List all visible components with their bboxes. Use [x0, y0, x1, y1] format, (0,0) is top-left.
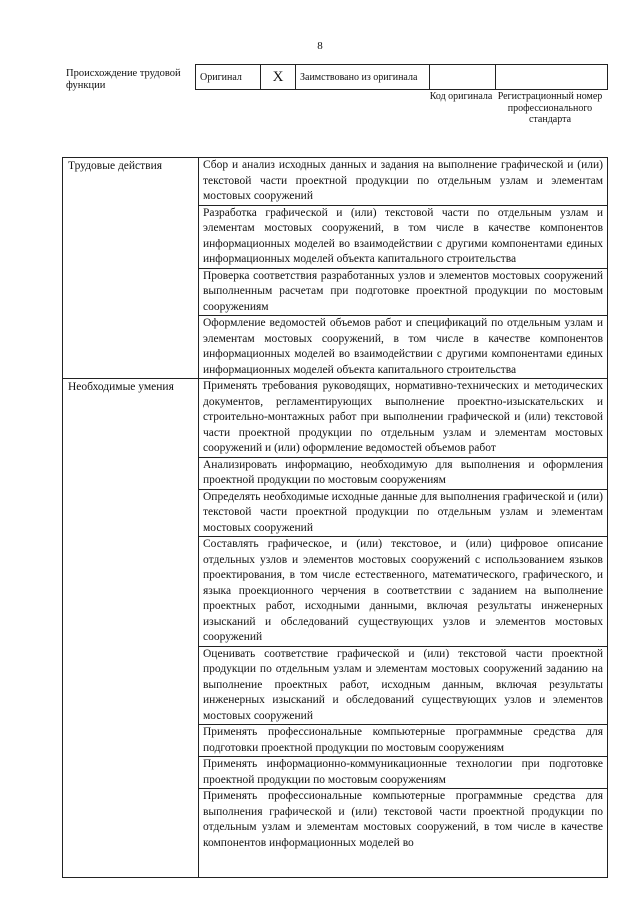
skill-item: Составлять графическое, и (или) текстовое, и (или) цифровое описание отдельных узлов и элементов мостовых сооружений с использованием языков проектирования, в том числе естественного, математического, графического, и языка проекционного черчения в соответствии с заданием на выполнение проектных работ, исходными данными, включая результаты инженерных изысканий и обследований существующих узлов и элементов мостовых сооружений: [199, 537, 608, 647]
actions-heading: Трудовые действия: [63, 158, 199, 379]
original-cell: Оригинал: [196, 65, 261, 90]
skill-item: Анализировать информацию, необходимую для выполнения и оформления проектной продукции по мостовым сооружениям: [199, 457, 608, 489]
skill-item: Применять требования руководящих, нормативно-технических и методических документов, регламентирующих выполнение проектно-изыскательских и строительно-монтажных работ при выполнении графической и (или) текстовой части проектной продукции по отдельным узлам и элементам мостовых сооружений и (или) оформление ведомостей объемов работ: [199, 379, 608, 458]
borrowed-cell: Заимствовано из оригинала: [296, 65, 430, 90]
code-caption: Код оригинала: [429, 91, 493, 102]
page-number: 8: [317, 40, 323, 52]
function-table: [62, 157, 608, 878]
action-item: Оформление ведомостей объемов работ и спецификаций по отдельным узлам и элементам мостовых сооружений, в том числе в качестве компонентов информационных моделей во взаимодействии с другими компонентами единых информационных моделей объекта капитального строительства: [199, 316, 608, 379]
action-item: Сбор и анализ исходных данных и задания на выполнение графической и (или) текстовой части проектной продукции по отдельным узлам и элементам мостовых сооружений: [199, 158, 608, 206]
reg-number-cell: [496, 65, 608, 90]
skill-item: Применять профессиональные компьютерные программные средства для подготовки проектной продукции по мостовым сооружениям: [199, 725, 608, 757]
original-mark: X: [261, 65, 296, 90]
skill-item: Оценивать соответствие графической и (или) текстовой части проектной продукции по отдельным узлам и элементам мостовых сооружений заданию на выполнение проектных работ, исходным данным, включая результаты инженерных изысканий и обследований существующих узлов и элементов мостовых сооружений: [199, 646, 608, 725]
skills-heading: Необходимые умения: [63, 379, 199, 878]
skill-item: Определять необходимые исходные данные для выполнения графической и (или) текстовой части проектной продукции по отдельным узлам и элементам мостовых сооружений: [199, 489, 608, 537]
skill-item-continued: [199, 789, 608, 878]
action-item: Проверка соответствия разработанных узлов и элементов мостовых сооружений выполненным расчетам при подготовке проектной продукции по мостовым сооружениям: [199, 268, 608, 316]
origin-label: Происхождение трудовой функции: [66, 68, 181, 91]
skill-item: Применять профессиональные компьютерные программные средства для выполнения графической и (или) текстовой части проектной продукции по отдельным узлам и элементам мостовых сооружений, в том числе в качестве компонентов информационных моделей во: [203, 790, 603, 849]
code-cell: [430, 65, 496, 90]
origin-table: [195, 64, 608, 90]
action-item: Разработка графической и (или) текстовой части по отдельным узлам и элементам мостовых сооружений, в том числе в качестве компонентов информационных моделей во взаимодействии с другими компонентами единых информационных моделей объекта капитального строительства: [199, 205, 608, 268]
skill-item: Применять информационно-коммуникационные технологии при подготовке проектной продукции по мостовым сооружениям: [199, 757, 608, 789]
reg-caption: Регистрационный номер профессионального стандарта: [497, 91, 603, 125]
